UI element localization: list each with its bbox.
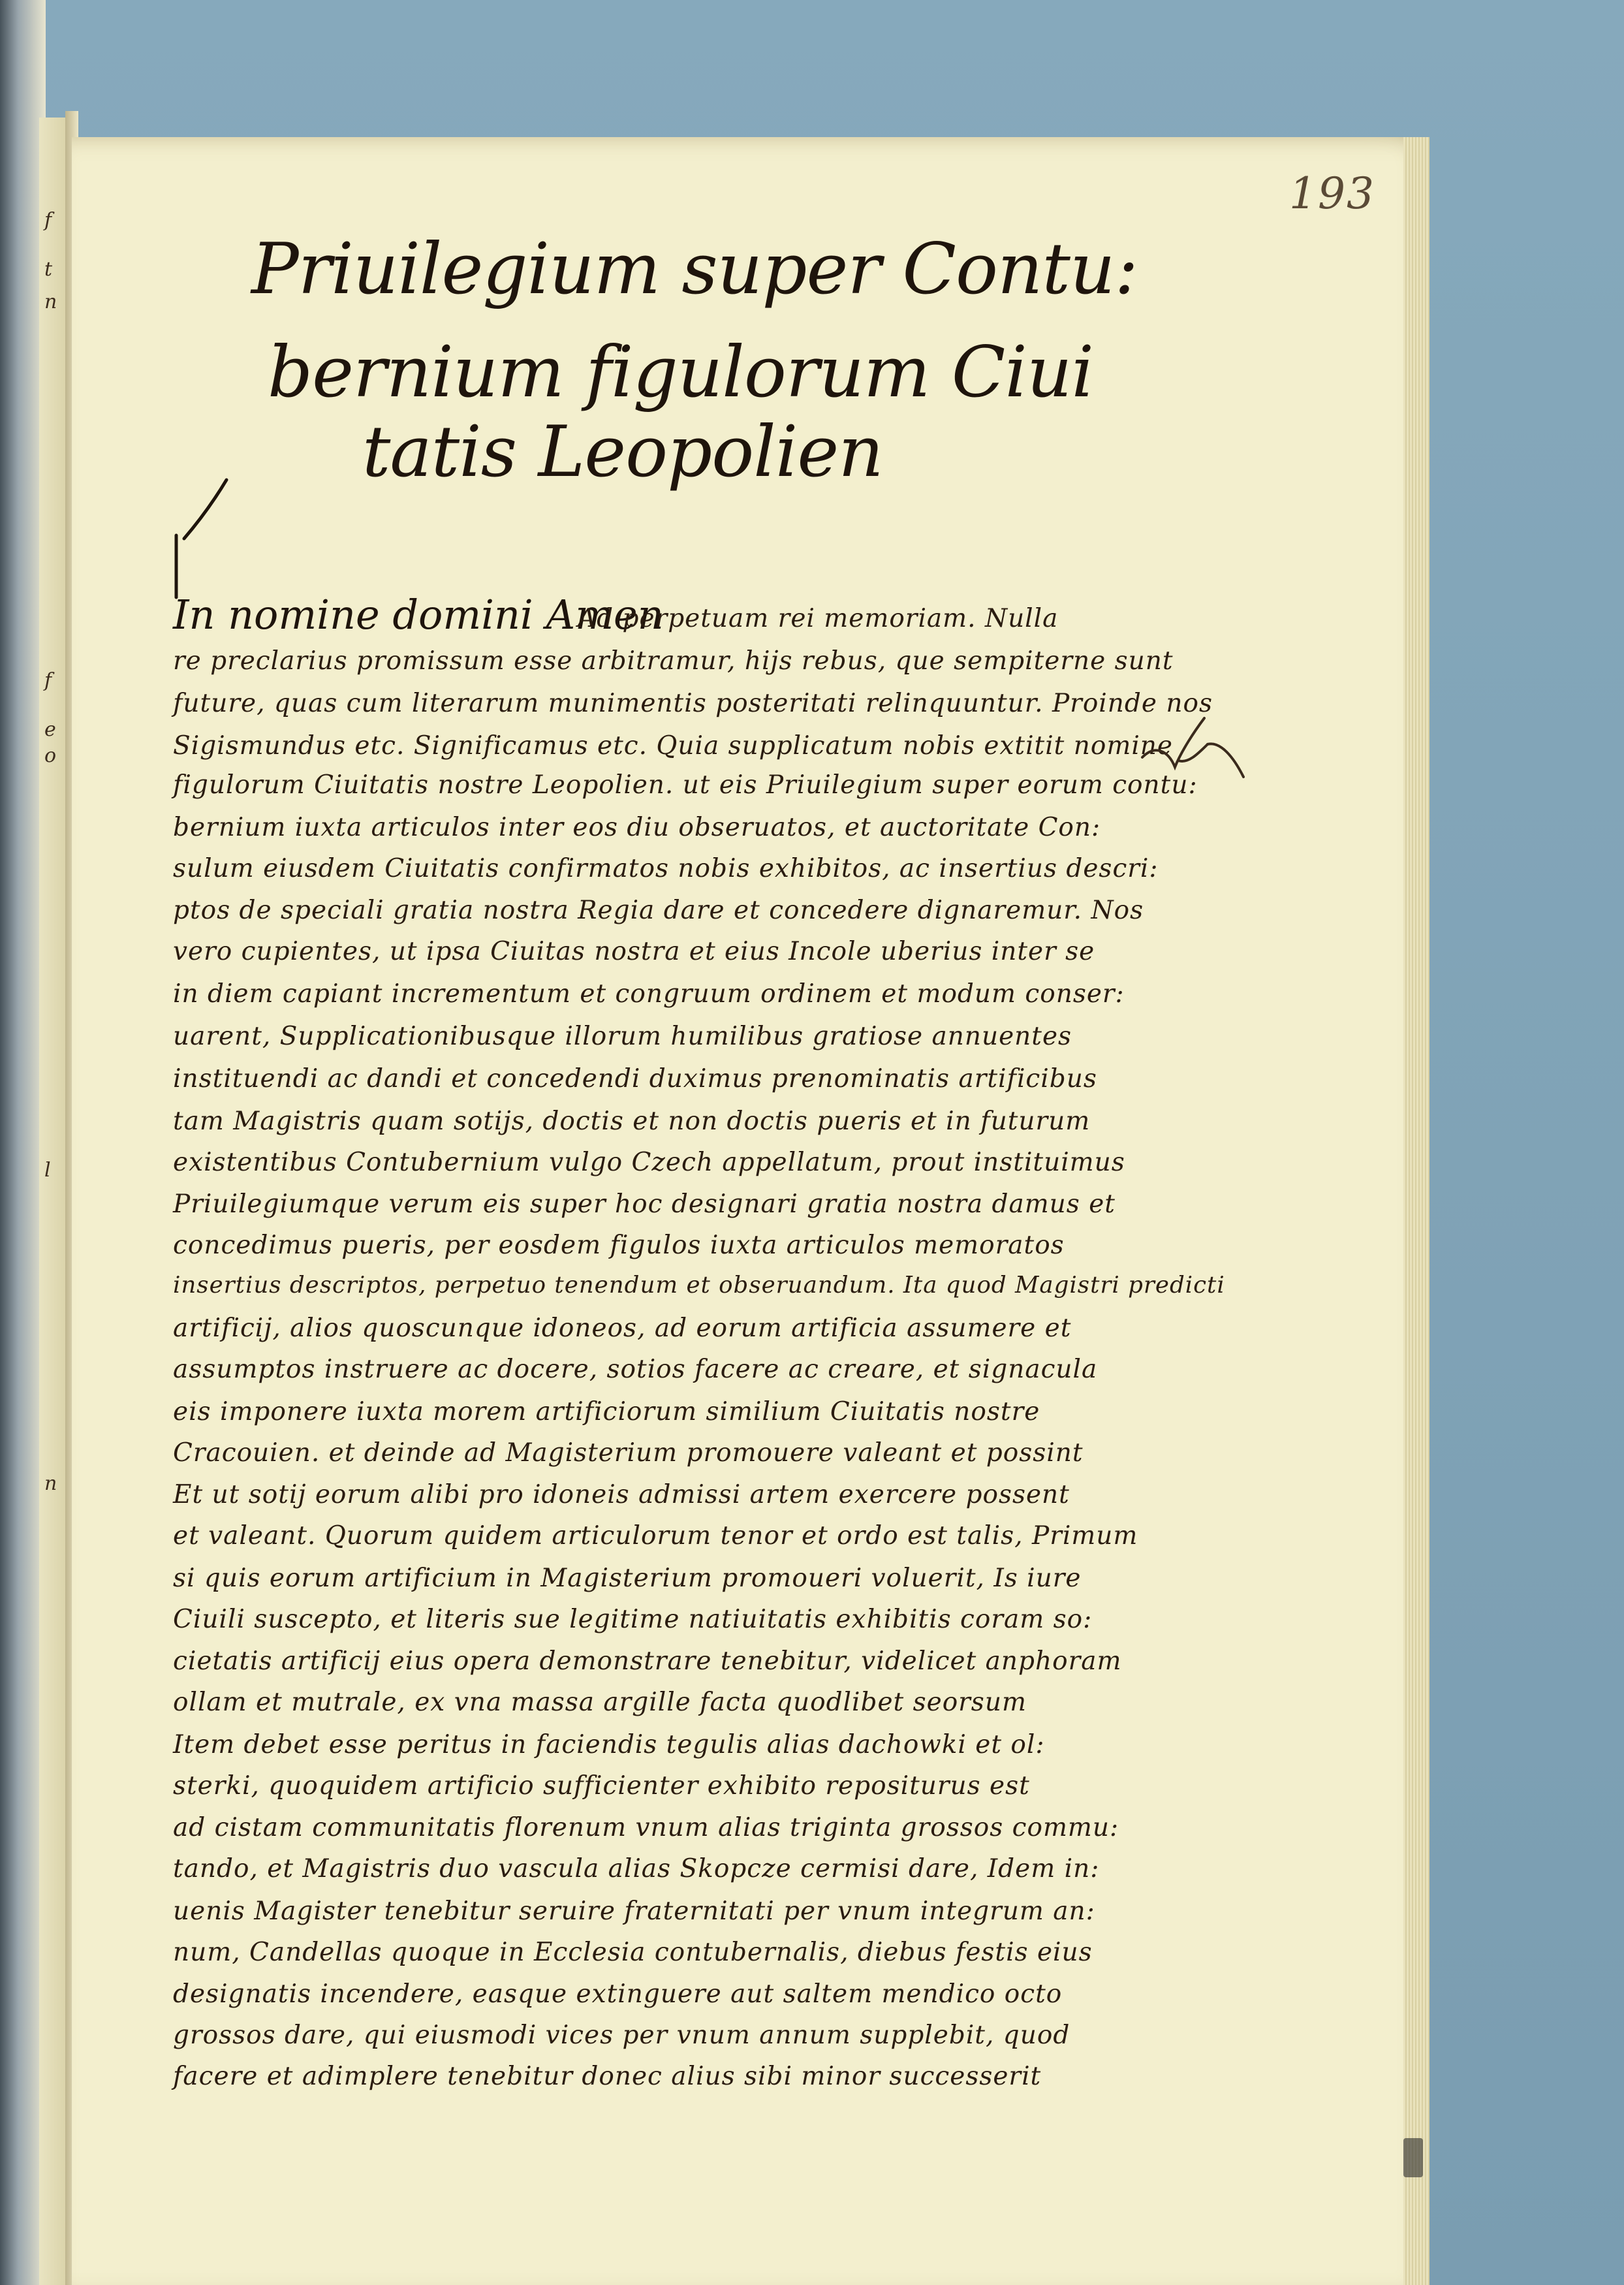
text-line: uarent, Supplicationibusque illorum humilibus gratiose annuentes	[173, 1022, 1072, 1051]
text-line: Sigismundus etc. Significamus etc. Quia supplicatum nobis extitit nomine	[173, 731, 1174, 761]
text-line: future, quas cum literarum munimentis posteritati relinquuntur. Proinde nos	[173, 689, 1213, 718]
left-margin-fragment: f	[44, 669, 52, 692]
text-line: in diem capiant incrementum et congruum ordinem et modum conser:	[173, 979, 1125, 1009]
left-margin-fragment: l	[44, 1159, 51, 1182]
text-line: ptos de speciali gratia nostra Regia dare et concedere dignaremur. Nos	[173, 896, 1144, 925]
marginal-mark-icon	[1129, 705, 1247, 790]
text-line: Ciuili suscepto, et literis sue legitime natiuitatis exhibitis coram so:	[173, 1605, 1093, 1634]
text-line: re preclarius promissum esse arbitramur, hijs rebus, que sempiterne sunt	[173, 646, 1174, 676]
text-line: figulorum Ciuitatis nostre Leopolien. ut eis Priuilegium super eorum contu:	[173, 770, 1198, 800]
left-margin-fragment: e	[44, 718, 56, 741]
text-line: et valeant. Quorum quidem articulorum tenor et ordo est talis, Primum	[173, 1521, 1138, 1551]
text-line: cietatis artificij eius opera demonstrare tenebitur, videlicet anphoram	[173, 1647, 1122, 1676]
text-line: Item debet esse peritus in faciendis tegulis alias dachowki et ol:	[173, 1730, 1045, 1759]
text-line: tam Magistris quam sotijs, doctis et non doctis pueris et in futurum	[173, 1107, 1091, 1136]
initial-flourish-icon	[164, 477, 243, 601]
text-line: vero cupientes, ut ipsa Ciuitas nostra et eius Incole uberius inter se	[173, 937, 1095, 966]
text-line: ad cistam communitatis florenum vnum alias triginta grossos commu:	[173, 1813, 1119, 1842]
text-line: bernium iuxta articulos inter eos diu obseruatos, et auctoritate Con:	[173, 813, 1101, 842]
text-line: uenis Magister tenebitur seruire fraternitati per vnum integrum an:	[173, 1897, 1095, 1926]
text-line: Et ut sotij eorum alibi pro idoneis admissi artem exercere possent	[173, 1480, 1070, 1509]
clip-mark	[1403, 2138, 1423, 2177]
text-line: existentibus Contubernium vulgo Czech appellatum, prout instituimus	[173, 1148, 1125, 1177]
facing-page-edge	[39, 118, 69, 2285]
text-line: sulum eiusdem Ciuitatis confirmatos nobis exhibitos, ac insertius descri:	[173, 854, 1159, 883]
text-line: si quis eorum artificium in Magisterium promoueri voluerit, Is iure	[173, 1564, 1082, 1593]
text-line: facere et adimplere tenebitur donec alius sibi minor successerit	[173, 2062, 1042, 2091]
left-margin-fragment: t	[44, 258, 53, 281]
text-line: sterki, quoquidem artificio sufficienter exhibito repositurus est	[173, 1771, 1030, 1801]
left-margin-fragment: n	[44, 291, 57, 313]
text-line: Ad perpetuam rei memoriam. Nulla	[578, 604, 1059, 633]
left-margin-fragment: f	[44, 209, 52, 232]
left-margin-fragment: o	[44, 744, 57, 767]
text-line: grossos dare, qui eiusmodi vices per vnum annum supplebit, quod	[173, 2021, 1070, 2050]
text-line: instituendi ac dandi et concedendi duximus prenominatis artificibus	[173, 1064, 1097, 1094]
text-line: Priuilegiumque verum eis super hoc designari gratia nostra damus et	[173, 1190, 1116, 1219]
text-line: insertius descriptos, perpetuo tenendum et obseruandum. Ita quod Magistri predicti	[173, 1272, 1225, 1299]
page-edge	[1403, 137, 1429, 2285]
text-line: ollam et mutrale, ex vna massa argille facta quodlibet seorsum	[173, 1688, 1027, 1717]
text-line: num, Candellas quoque in Ecclesia contubernalis, diebus festis eius	[173, 1938, 1093, 1967]
text-line: designatis incendere, easque extinguere aut saltem mendico octo	[173, 1979, 1063, 2009]
text-line: concedimus pueris, per eosdem figulos iuxta articulos memoratos	[173, 1231, 1065, 1260]
title-line: tatis Leopolien	[362, 411, 883, 493]
text-line: assumptos instruere ac docere, sotios facere ac creare, et signacula	[173, 1355, 1098, 1384]
opening-invocation: In nomine domini Amen	[173, 591, 664, 638]
title-line: bernium figulorum Ciui	[268, 332, 1094, 413]
title-line: Priuilegium super Contu:	[251, 228, 1138, 310]
text-line: tando, et Magistris duo vascula alias Skopcze cermisi dare, Idem in:	[173, 1854, 1100, 1883]
left-margin-fragment: n	[44, 1472, 57, 1495]
text-line: Cracouien. et deinde ad Magisterium promouere valeant et possint	[173, 1438, 1084, 1468]
text-line: artificij, alios quoscunque idoneos, ad eorum artificia assumere et	[173, 1314, 1072, 1343]
folio-number: 193	[1289, 168, 1375, 219]
text-line: eis imponere iuxta morem artificiorum similium Ciuitatis nostre	[173, 1397, 1040, 1426]
